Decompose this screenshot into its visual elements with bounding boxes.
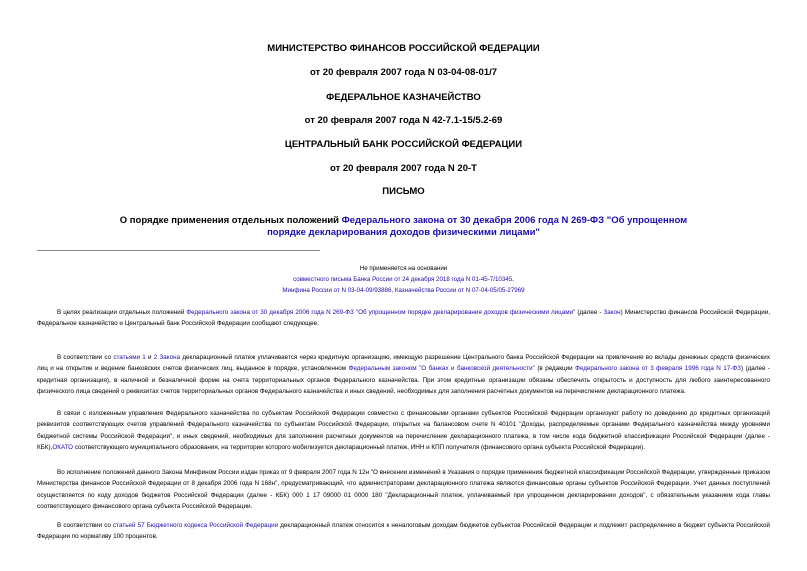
paragraph-2	[37, 352, 770, 398]
paragraph-text: и	[145, 354, 154, 361]
law-reference-link[interactable]: Закон	[603, 309, 621, 316]
paragraph-text: В целях реализации отдельных положений	[57, 309, 187, 316]
ministry-heading: МИНИСТЕРСТВО ФИНАНСОВ РОССИЙСКОЙ ФЕДЕРАЦИИ	[267, 43, 540, 54]
bank-date: от 20 февраля 2007 года N 20-Т	[330, 163, 477, 174]
paragraph-text: декларационный платеж относится к неналоговым доходам бюджетов субъектов Российской Федерации и подлежит распределению в бюджет субъекта Российской Федерации по нормативу 100 процентов.	[37, 522, 771, 541]
law-reference-link[interactable]: статьями 1	[113, 354, 146, 361]
status-note-link-2[interactable]: Минфина России от N 03-04-09/93886, Казначейства России от N 07-04-05/05-27969	[282, 287, 525, 295]
paragraph-text: (далее -	[575, 309, 604, 316]
divider-line	[37, 250, 320, 251]
paragraph-1	[37, 307, 770, 330]
document-subject	[100, 215, 707, 239]
paragraph-text: В соответствии со	[57, 522, 114, 529]
treasury-heading: ФЕДЕРАЛЬНОЕ КАЗНАЧЕЙСТВО	[326, 92, 481, 103]
law-reference-link[interactable]: 2 Закона	[153, 354, 181, 361]
paragraph-4	[37, 467, 770, 513]
bank-heading: ЦЕНТРАЛЬНЫЙ БАНК РОССИЙСКОЙ ФЕДЕРАЦИИ	[284, 139, 523, 150]
paragraph-text: ) (далее - кредитная организация), в наличной и безналичной форме на счета территориальных органов Федерального казначейства. При этом кредитные организации обязаны обеспечить открытость и доступность для любого заинтересованного физического лица сведений о реквизитах счетов территориальных органов Федерального казначейства и иных сведений, необходимых для заполнения расчетных документов на перечисление декларационного платежа.	[37, 365, 770, 396]
paragraph-text: декларационный платеж уплачивается через кредитную организацию, имеющую разрешение Центрального банка Российской Федерации на привлечение во вклады денежных средств физических лиц и на открытие и ведение банковских счетов физических лиц, выданное в порядке, установленном	[37, 354, 770, 373]
paragraph-text: ) Министерство финансов Российской Федерации, Федеральное казначейство и Центральный банк Российской Федерации сообщают следующее.	[37, 309, 771, 328]
law-reference-link[interactable]: Федерального закона от 30 декабря 2006 года N 269-ФЗ "Об упрощенном порядке декларирования доходов физическими лицами"	[186, 309, 576, 316]
status-note-link-1[interactable]: совместного письма Банка России от 24 декабря 2018 года N 01-45-7/10345,	[293, 276, 514, 284]
status-note	[0, 263, 807, 297]
document-type: ПИСЬМО	[382, 186, 425, 197]
paragraph-text: В связи с изложенным управления Федерального казначейства по субъектам Российской Федерации совместно с финансовыми органами субъектов Российской Федерации организуют работу по доведению до кредитных организаций реквизитов соответствующих счетов управлений Федерального казначейства по субъектам Российской Федерации, открытых на балансовом счете N 40101 "Доходы, распределяемые органами Федерального казначейства между уровнями бюджетной системы Российской Федерации", и иных сведений, необходимых для заполнения расчетных документов на перечисление декларационного платежа, в том числе кода бюджетной классификации Российской Федерации (далее - КБК),	[37, 410, 770, 452]
subject-law-link[interactable]: Федерального закона от 30 декабря 2006 года N 269-ФЗ "Об упрощенном порядке декларирования доходов физическими лицами"	[267, 215, 688, 238]
law-reference-link[interactable]: ОКАТО	[52, 444, 74, 452]
treasury-date: от 20 февраля 2007 года N 42-7.1-15/5.2-69	[304, 115, 503, 126]
paragraph-text: соответствующего муниципального образования, на территории которого мобилизуется декларационный платеж, ИНН и КПП получателя (финансового органа субъекта Российской Федерации).	[73, 444, 646, 452]
paragraph-text: (в редакции	[534, 365, 576, 373]
paragraph-5	[37, 520, 770, 543]
paragraph-3	[37, 408, 770, 454]
paragraph-text: В соответствии со	[57, 354, 114, 361]
law-reference-link[interactable]: Федеральным законом "О банках и банковской деятельности"	[348, 365, 535, 373]
subject-prefix: О порядке применения отдельных положений	[119, 215, 342, 226]
law-reference-link[interactable]: Федерального закона от 3 февраля 1996 года N 17-ФЗ	[575, 365, 741, 373]
status-note-line1: Не применяется на основании	[359, 265, 448, 272]
paragraph-text: Во исполнение положений данного Закона Минфином России издан приказ от 9 февраля 2007 года N 12н "О внесении изменений в Указания о порядке применения бюджетной классификации Российской Федерации, утвержденные приказом Министерства финансов Российской Федерации от 8 декабря 2006 года N 168н", предусматривающий, что администраторами декларационного платежа являются финансовые органы субъектов Российской Федерации. Учет данных поступлений осуществляется по коду доходов бюджетов Российской Федерации (далее - КБК) 000 1 17 09000 01 0000 180 "Декларационный платеж, уплачиваемый при упрощенном декларировании доходов", с обязательным указанием кода главы соответствующего финансового органа субъекта Российской Федерации.	[37, 469, 770, 511]
ministry-date: от 20 февраля 2007 года N 03-04-08-01/7	[309, 67, 498, 78]
law-reference-link[interactable]: статьей 57 Бюджетного кодекса Российской Федерации	[113, 522, 279, 529]
